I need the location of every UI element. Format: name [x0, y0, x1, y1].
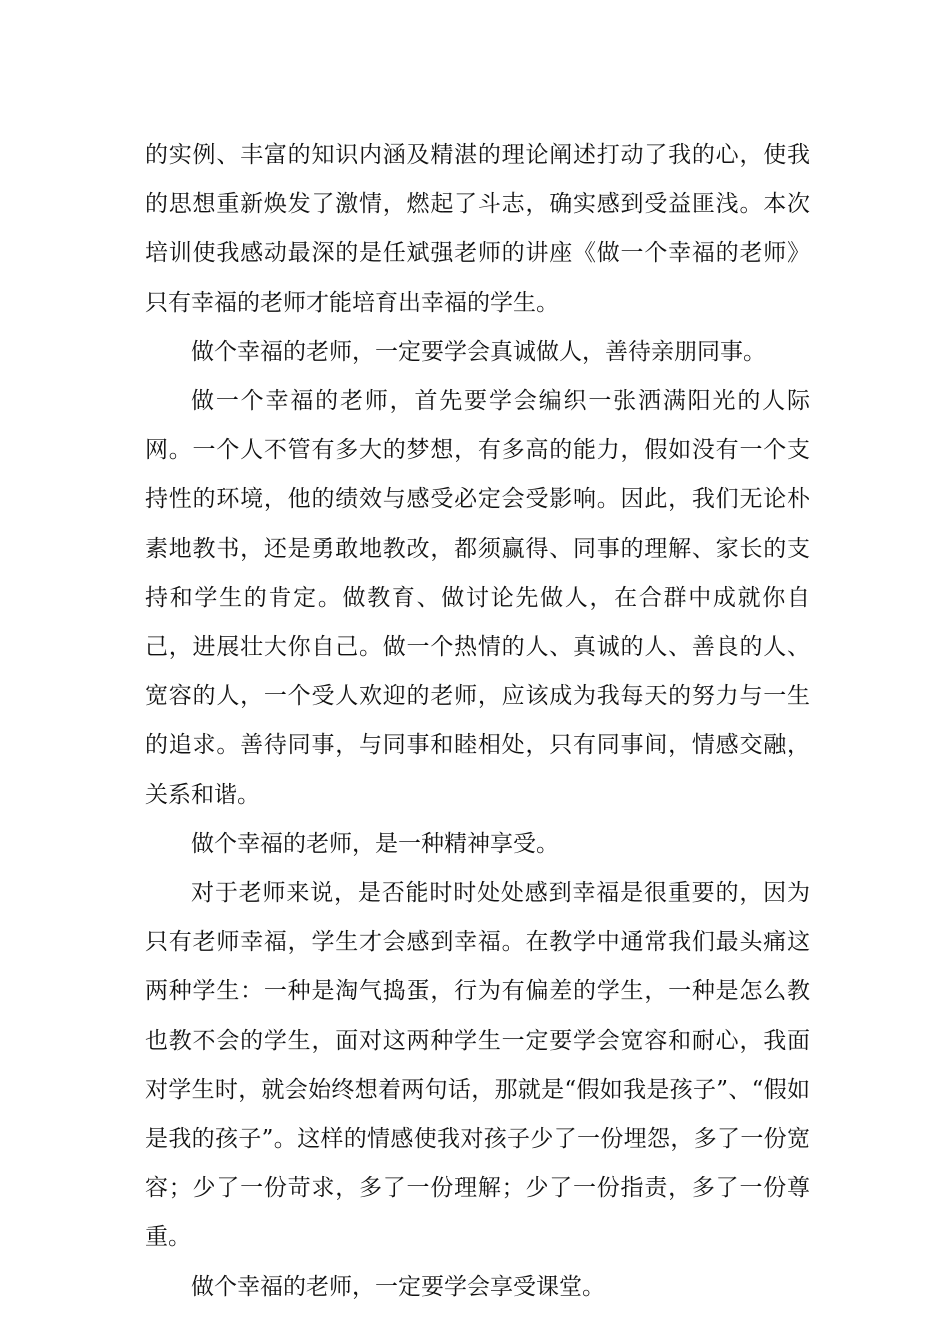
paragraph-heading-spirit: 做个幸福的老师，是一种精神享受。 — [191, 830, 559, 857]
paragraph-heading-classroom: 做个幸福的老师，一定要学会享受课堂。 — [191, 1273, 605, 1300]
paragraph-relationships: 做一个幸福的老师，首先要学会编织一张洒满阳光的人际网。一个人不管有多大的梦想，有多高的能力，假如没有一个支持性的环境，他的绩效与感受必定会受影响。因此，我们无论朴素地教书，还是勇敢地教改，都须赢得、同事的理解、家长的支持和学生的肯定。做教育、做讨论先做人，在合群中成就你自己，进展壮大你自己。做一个热情的人、真诚的人、善良的人、宽容的人，一个受人欢迎的老师，应该成为我每天的努力与一生的追求。善待同事，与同事和睦相处，只有同事间，情感交融，关系和谐。 — [145, 388, 810, 808]
document-body — [145, 131, 810, 1312]
paragraph-happiness: 对于老师来说，是否能时时处处感到幸福是很重要的，因为只有老师幸福，学生才会感到幸福。在教学中通常我们最头痛这两种学生：一种是淘气捣蛋，行为有偏差的学生，一种是怎么教也教不会的学生，面对这两种学生一定要学会宽容和耐心，我面对学生时，就会始终想着两句话，那就是“假如我是孩子”、“假如是我的孩子”。这样的情感使我对孩子少了一份埋怨，多了一份宽容；少了一份苛求，多了一份理解；少了一份指责，多了一份尊重。 — [145, 880, 810, 1251]
paragraph-continuation: 的实例、丰富的知识内涵及精湛的理论阐述打动了我的心，使我的思想重新焕发了激情，燃起了斗志，确实感到受益匪浅。本次培训使我感动最深的是任斌强老师的讲座《做一个幸福的老师》只有幸福的老师才能培育出幸福的学生。 — [145, 142, 810, 316]
paragraph-heading-sincere: 做个幸福的老师，一定要学会真诚做人，善待亲朋同事。 — [191, 338, 766, 365]
